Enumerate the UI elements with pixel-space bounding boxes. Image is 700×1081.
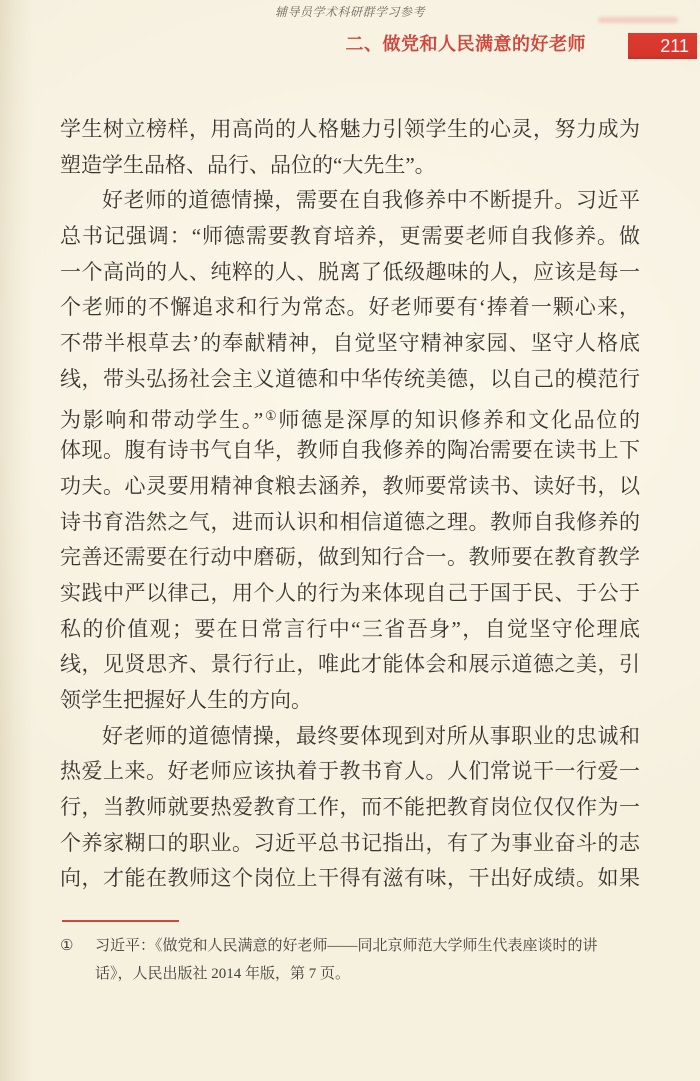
- footnote-text: [95, 932, 630, 988]
- body-line: 个养家糊口的职业。习近平总书记指出，有了为事业奋斗的志: [60, 830, 640, 855]
- footnote-divider: [62, 920, 179, 922]
- body-line: 线，带头弘扬社会主义道德和中华传统美德，以自己的模范行: [60, 366, 640, 391]
- footnote-reference: ①: [263, 407, 279, 423]
- body-line: 好老师的道德情操，需要在自我修养中不断提升。习近平: [102, 188, 640, 213]
- page-number-badge: 211: [628, 33, 697, 59]
- body-line: 好老师的道德情操，最终要体现到对所从事职业的忠诚和: [102, 723, 640, 748]
- body-line: 体现。腹有诗书气自华，教师自我修养的陶冶需要在读书上下: [60, 438, 640, 463]
- body-line: 诗书育浩然之气，进而认识和相信道德之理。教师自我修养的: [60, 509, 640, 534]
- body-line: 线，见贤思齐、景行行止，唯此才能体会和展示道德之美，引: [60, 652, 640, 677]
- body-line: 不带半根草去’的奉献精神，自觉坚守精神家园、坚守人格底: [60, 331, 640, 356]
- section-title: 二、做党和人民满意的好老师: [345, 34, 586, 54]
- body-line: 实践中严以律己，用个人的行为来体现自己于国于民、于公于: [60, 580, 640, 605]
- body-text: [60, 112, 640, 897]
- footnote-marker: ①: [60, 938, 74, 954]
- body-line: 完善还需要在行动中磨砺，做到知行合一。教师要在教育教学: [60, 545, 640, 570]
- footnote-line: 习近平：《做党和人民满意的好老师——同北京师范大学师生代表座谈时的讲: [95, 938, 598, 954]
- running-header: 辅导员学术科研群学习参考: [274, 5, 425, 19]
- footnote: [60, 932, 630, 988]
- body-line: 功夫。心灵要用精神食粮去涵养，教师要常读书、读好书，以: [60, 473, 640, 498]
- footnote-line: 话》，人民出版社 2014 年版，第 7 页。: [95, 966, 351, 982]
- body-line: 行，当教师就要热爱教育工作，而不能把教育岗位仅仅作为一: [60, 795, 640, 820]
- body-line: 学生树立榜样，用高尚的人格魅力引领学生的心灵，努力成为: [60, 117, 640, 141]
- body-line: 总书记强调：“师德需要教育培养，更需要老师自我修养。做: [60, 224, 640, 249]
- body-line: 个老师的不懈追求和行为常态。好老师要有‘捧着一颗心来，: [60, 295, 640, 320]
- body-line: 私的价值观；要在日常言行中“三省吾身”，自觉坚守伦理底: [60, 616, 640, 641]
- body-line: 领学生把握好人生的方向。: [60, 688, 312, 712]
- body-line: 向，才能在教师这个岗位上干得有滋有味，干出好成绩。如果: [60, 866, 640, 891]
- body-line: 热爱上来。好老师应该执着于教书育人。人们常说干一行爱一: [60, 759, 640, 784]
- body-line: 塑造学生品格、品行、品位的“大先生”。: [60, 152, 436, 177]
- body-line: 一个高尚的人、纯粹的人、脱离了低级趣味的人，应该是每一: [60, 259, 640, 284]
- body-line: 为影响和带动学生。”①师德是深厚的知识修养和文化品位的: [60, 407, 640, 432]
